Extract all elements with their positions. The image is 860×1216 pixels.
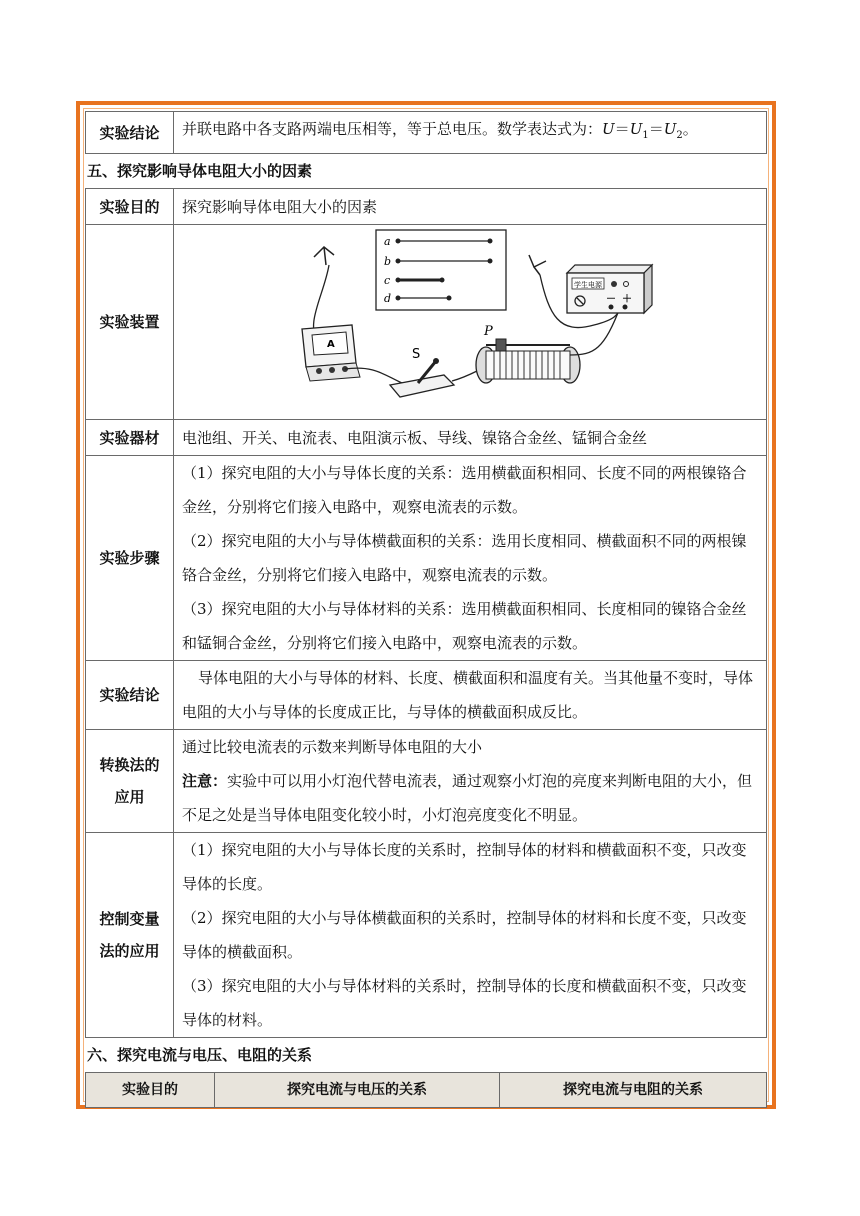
conclusion-text: 导体电阻的大小与导体的材料、长度、横截面积和温度有关。当其他量不变时，导体电阻的大小与导体的长度成正比，与导体的横截面积成反比。 [174,661,767,730]
apparatus-cell [174,225,767,420]
materials-text: 电池组、开关、电流表、电阻演示板、导线、镍铬合金丝、锰铜合金丝 [174,420,767,456]
row-label: 实验步骤 [86,456,174,661]
wire-label-b: b [384,255,392,268]
row-label: 实验结论 [86,661,174,730]
conversion-cell [174,730,767,833]
slider-label: P [484,324,493,339]
row-label: 实验目的 [86,189,174,225]
alligator-clip-right [529,255,546,275]
section-5-title: 五、探究影响导体电阻大小的因素 [87,162,313,180]
control-item: （1）探究电阻的大小与导体长度的关系时，控制导体的材料和横截面积不变，只改变导体的长度。 [182,841,747,893]
header-resistance: 探究电流与电阻的关系 [500,1073,767,1108]
row-label: 实验结论 [86,112,174,154]
control-item: （3）探究电阻的大小与导体材料的关系时，控制导体的长度和横截面积不变，只改变导体的材料。 [182,977,747,1029]
circuit-diagram [174,225,759,419]
document-content [85,111,767,1108]
sec6-header-table [85,1072,767,1108]
power-supply-label: 学生电源 [574,281,602,289]
wire-label-c: c [384,274,391,287]
row-label: 控制变量 法的应用 [86,833,174,1038]
sec5-table [85,188,767,1038]
step-item: （2）探究电阻的大小与导体横截面积的关系：选用长度相同、横截面积不同的两根镍铬合金丝，分别将它们接入电路中，观察电流表的示数。 [182,532,747,584]
alligator-clip-left [314,247,334,265]
svg-text:A: A [327,339,335,350]
row-label: 实验装置 [86,225,174,420]
section-6-title: 六、探究电流与电压、电阻的关系 [87,1046,313,1064]
header-purpose: 实验目的 [86,1073,215,1108]
wire-label-a: a [384,235,391,248]
steps-cell [174,456,767,661]
row-label: 实验器材 [86,420,174,456]
svg-text:－: － [606,294,616,305]
wire-label-d: d [384,292,392,305]
purpose-text: 探究影响导体电阻大小的因素 [174,189,767,225]
step-item: （3）探究电阻的大小与导体材料的关系：选用横截面积相同、长度相同的镍铬合金丝和锰铜合金丝，分别将它们接入电路中，观察电流表的示数。 [182,600,747,652]
sec4-conclusion-text: 并联电路中各支路两端电压相等，等于总电压。数学表达式为：$U=U_1=U_2$。 [174,112,767,154]
control-cell [174,833,767,1038]
switch-label: S [412,347,421,362]
header-voltage: 探究电流与电压的关系 [215,1073,500,1108]
control-item: （2）探究电阻的大小与导体横截面积的关系时，控制导体的材料和长度不变，只改变导体的横截面积。 [182,909,747,961]
conversion-text: 通过比较电流表的示数来判断导体电阻的大小 [182,738,483,756]
step-item: （1）探究电阻的大小与导体长度的关系：选用横截面积相同、长度不同的两根镍铬合金丝，分别将它们接入电路中，观察电流表的示数。 [182,464,747,516]
svg-text:＋: ＋ [622,294,632,305]
sec4-conclusion-table [85,111,767,154]
row-label: 转换法的 应用 [86,730,174,833]
conversion-note: 注意：实验中可以用小灯泡代替电流表，通过观察小灯泡的亮度来判断电阻的大小，但不足之处是当导体电阻变化较小时，小灯泡亮度变化不明显。 [182,772,753,824]
